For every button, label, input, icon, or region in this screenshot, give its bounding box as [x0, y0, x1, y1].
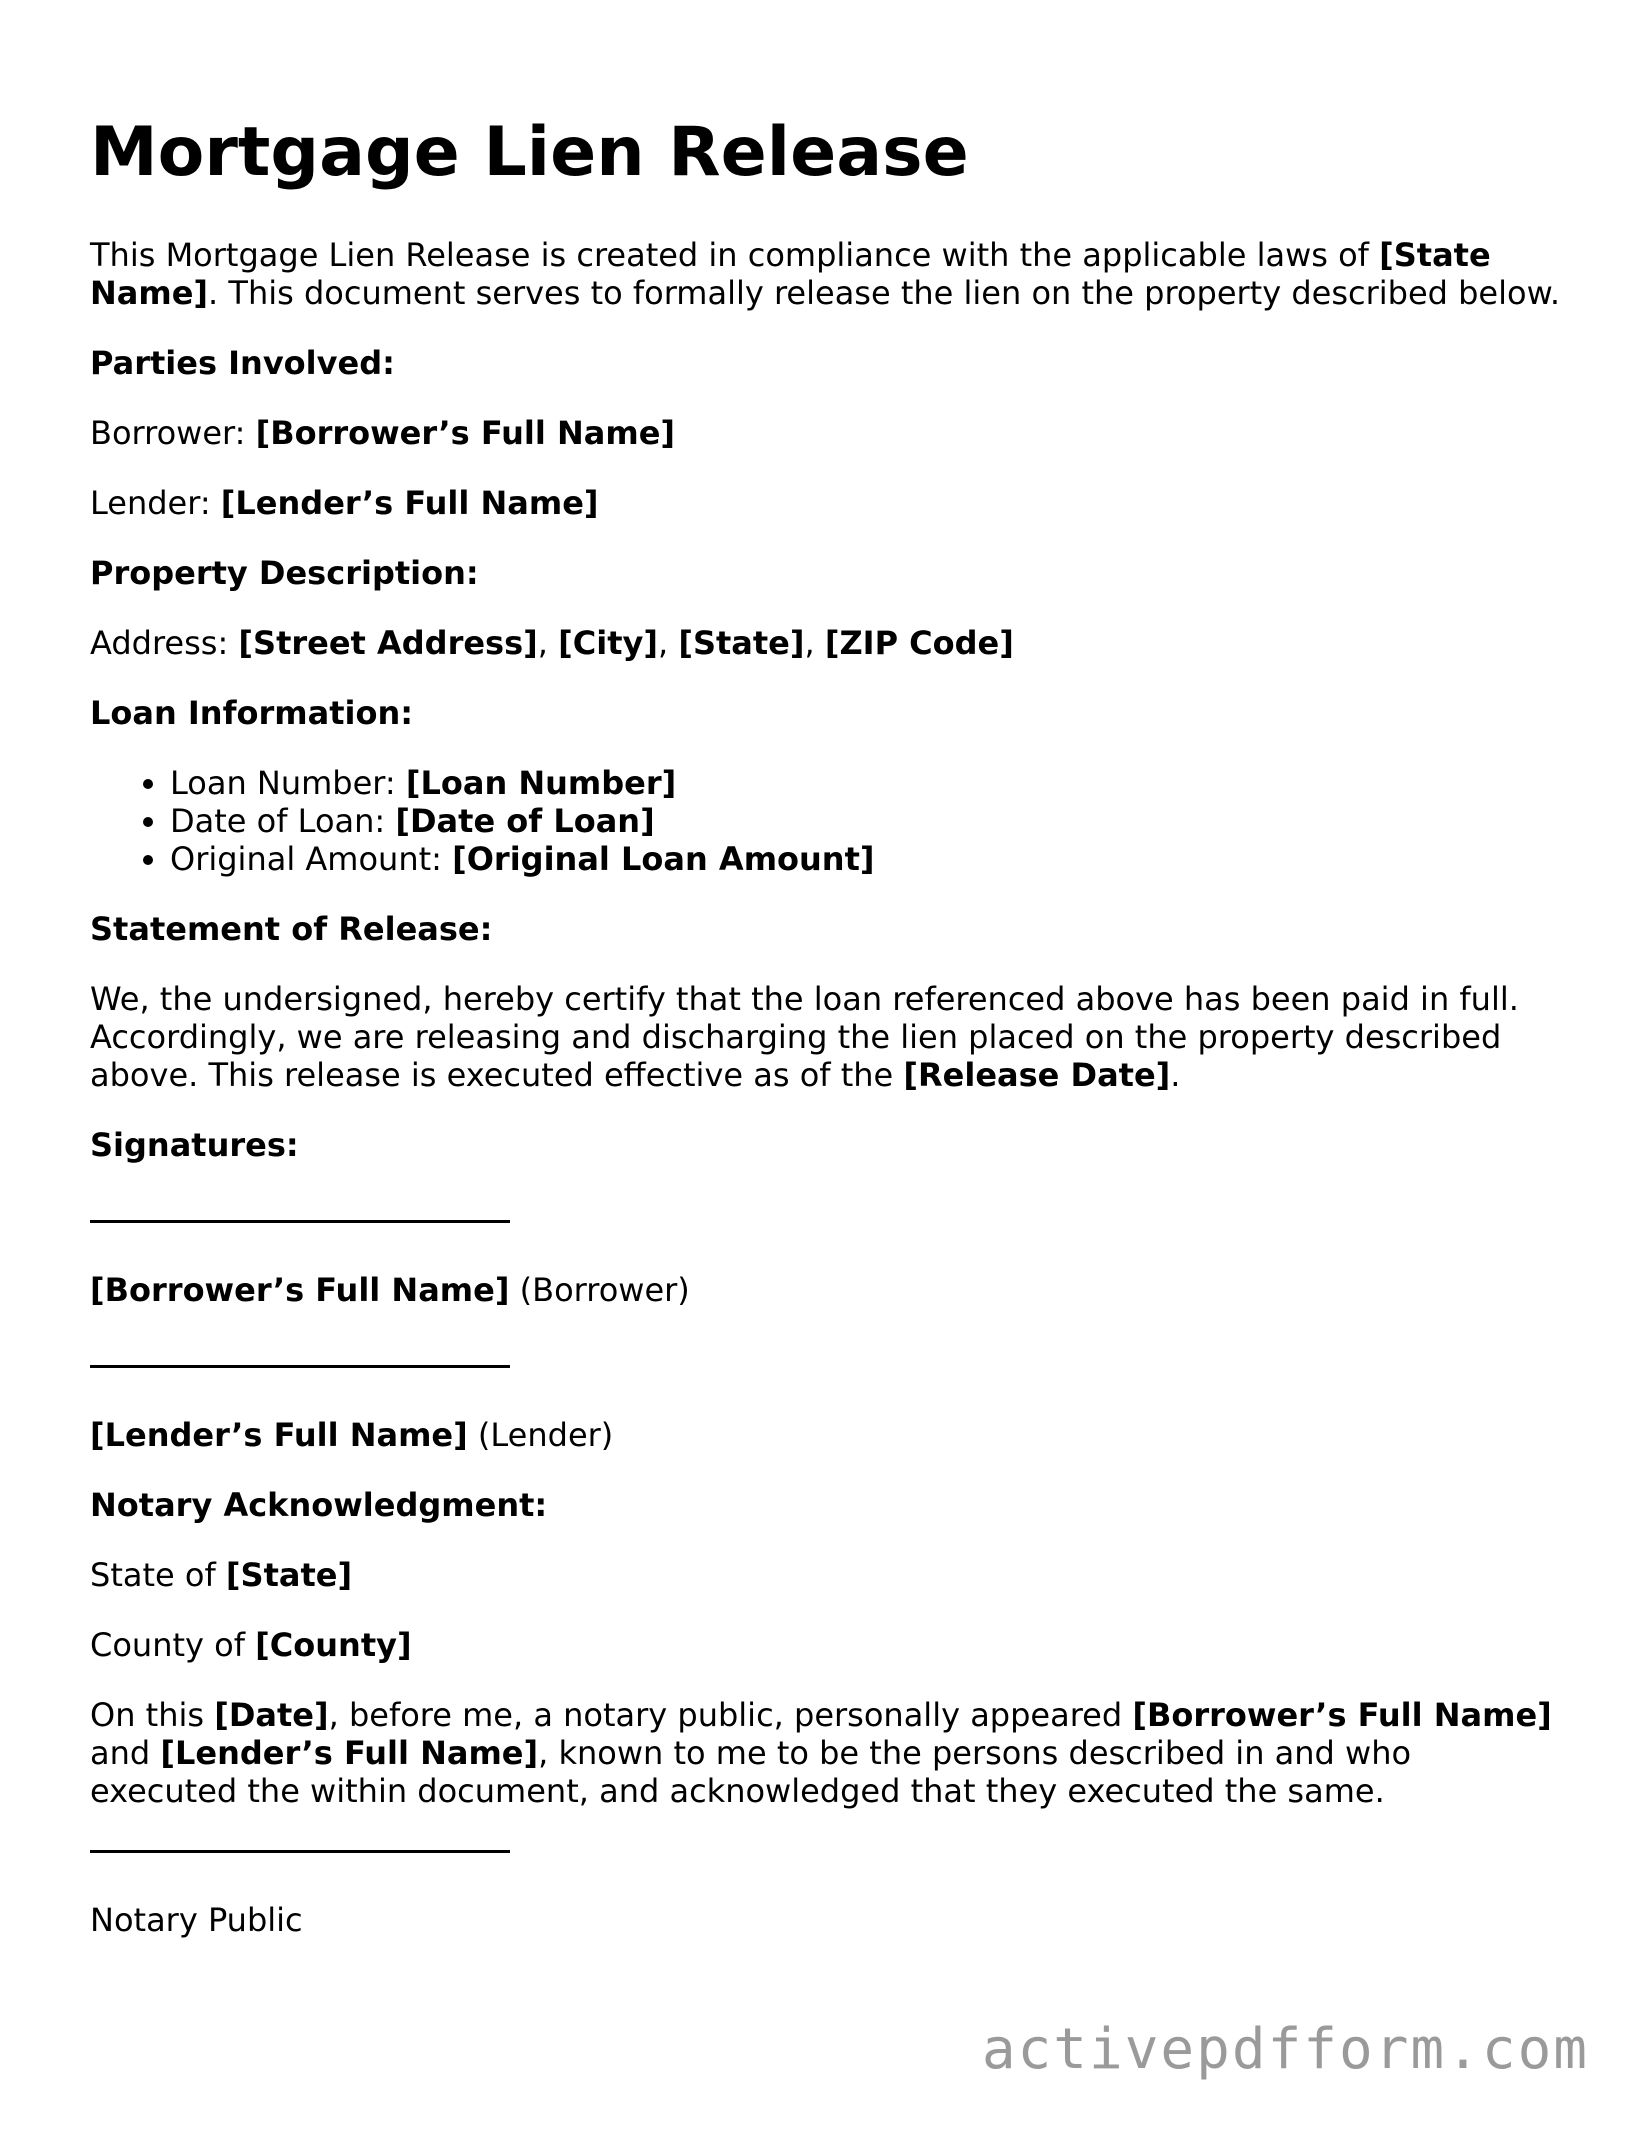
city-placeholder: [City]	[558, 624, 658, 662]
borrower-name-placeholder: [Borrower’s Full Name]	[255, 414, 676, 452]
notary-signature-caption: Notary Public	[90, 1901, 303, 1939]
list-item: • Date of Loan: [Date of Loan]	[170, 802, 1560, 840]
lender-line: Lender: [Lender’s Full Name]	[90, 484, 599, 522]
notary-signature-line[interactable]	[90, 1850, 510, 1853]
list-item: • Original Amount: [Original Loan Amount]	[170, 840, 1560, 878]
notary-county-line: County of [County]	[90, 1626, 412, 1664]
borrower-line: Borrower: [Borrower’s Full Name]	[90, 414, 676, 452]
lender-signature-line[interactable]	[90, 1365, 510, 1368]
address-line: Address: [Street Address], [City], [State], [ZIP Code]	[90, 624, 1014, 662]
state-placeholder: [State]	[678, 624, 805, 662]
list-item: • Loan Number: [Loan Number]	[170, 764, 1560, 802]
property-heading: Property Description:	[90, 554, 479, 592]
zip-placeholder: [ZIP Code]	[824, 624, 1014, 662]
release-date-placeholder: [Release Date]	[903, 1056, 1171, 1094]
lender-name-placeholder: [Lender’s Full Name]	[220, 484, 599, 522]
notary-paragraph: On this [Date], before me, a notary public, personally appeared [Borrower’s Full Name] and [Lender’s Full Name], known to me to be the persons described in and who executed the within document, and acknowledged that they executed the same.	[90, 1696, 1552, 1810]
loan-heading: Loan Information:	[90, 694, 414, 732]
loan-info-list	[90, 764, 1560, 878]
signatures-heading: Signatures:	[90, 1126, 299, 1164]
document-body	[90, 112, 1560, 1971]
lender-signature-caption: [Lender’s Full Name] (Lender)	[90, 1416, 614, 1454]
document-title: Mortgage Lien Release	[90, 113, 969, 192]
street-placeholder: [Street Address]	[238, 624, 538, 662]
site-watermark: activepdfform.com	[981, 2017, 1589, 2082]
release-paragraph: We, the undersigned, hereby certify that the loan referenced above has been paid in full. Accordingly, we are releasing and discharging the lien placed on the property described above. This release is executed effective as of the [Release Date].	[90, 980, 1519, 1094]
intro-paragraph: This Mortgage Lien Release is created in compliance with the applicable laws of [State Name]. This document serves to formally release the lien on the property described below.	[90, 236, 1560, 312]
state-name-placeholder: [State Name]	[90, 236, 1491, 312]
notary-state-line: State of [State]	[90, 1556, 353, 1594]
notary-heading: Notary Acknowledgment:	[90, 1486, 548, 1524]
borrower-signature-line[interactable]	[90, 1220, 510, 1223]
release-heading: Statement of Release:	[90, 910, 493, 948]
borrower-signature-caption: [Borrower’s Full Name] (Borrower)	[90, 1271, 690, 1309]
parties-heading: Parties Involved:	[90, 344, 395, 382]
